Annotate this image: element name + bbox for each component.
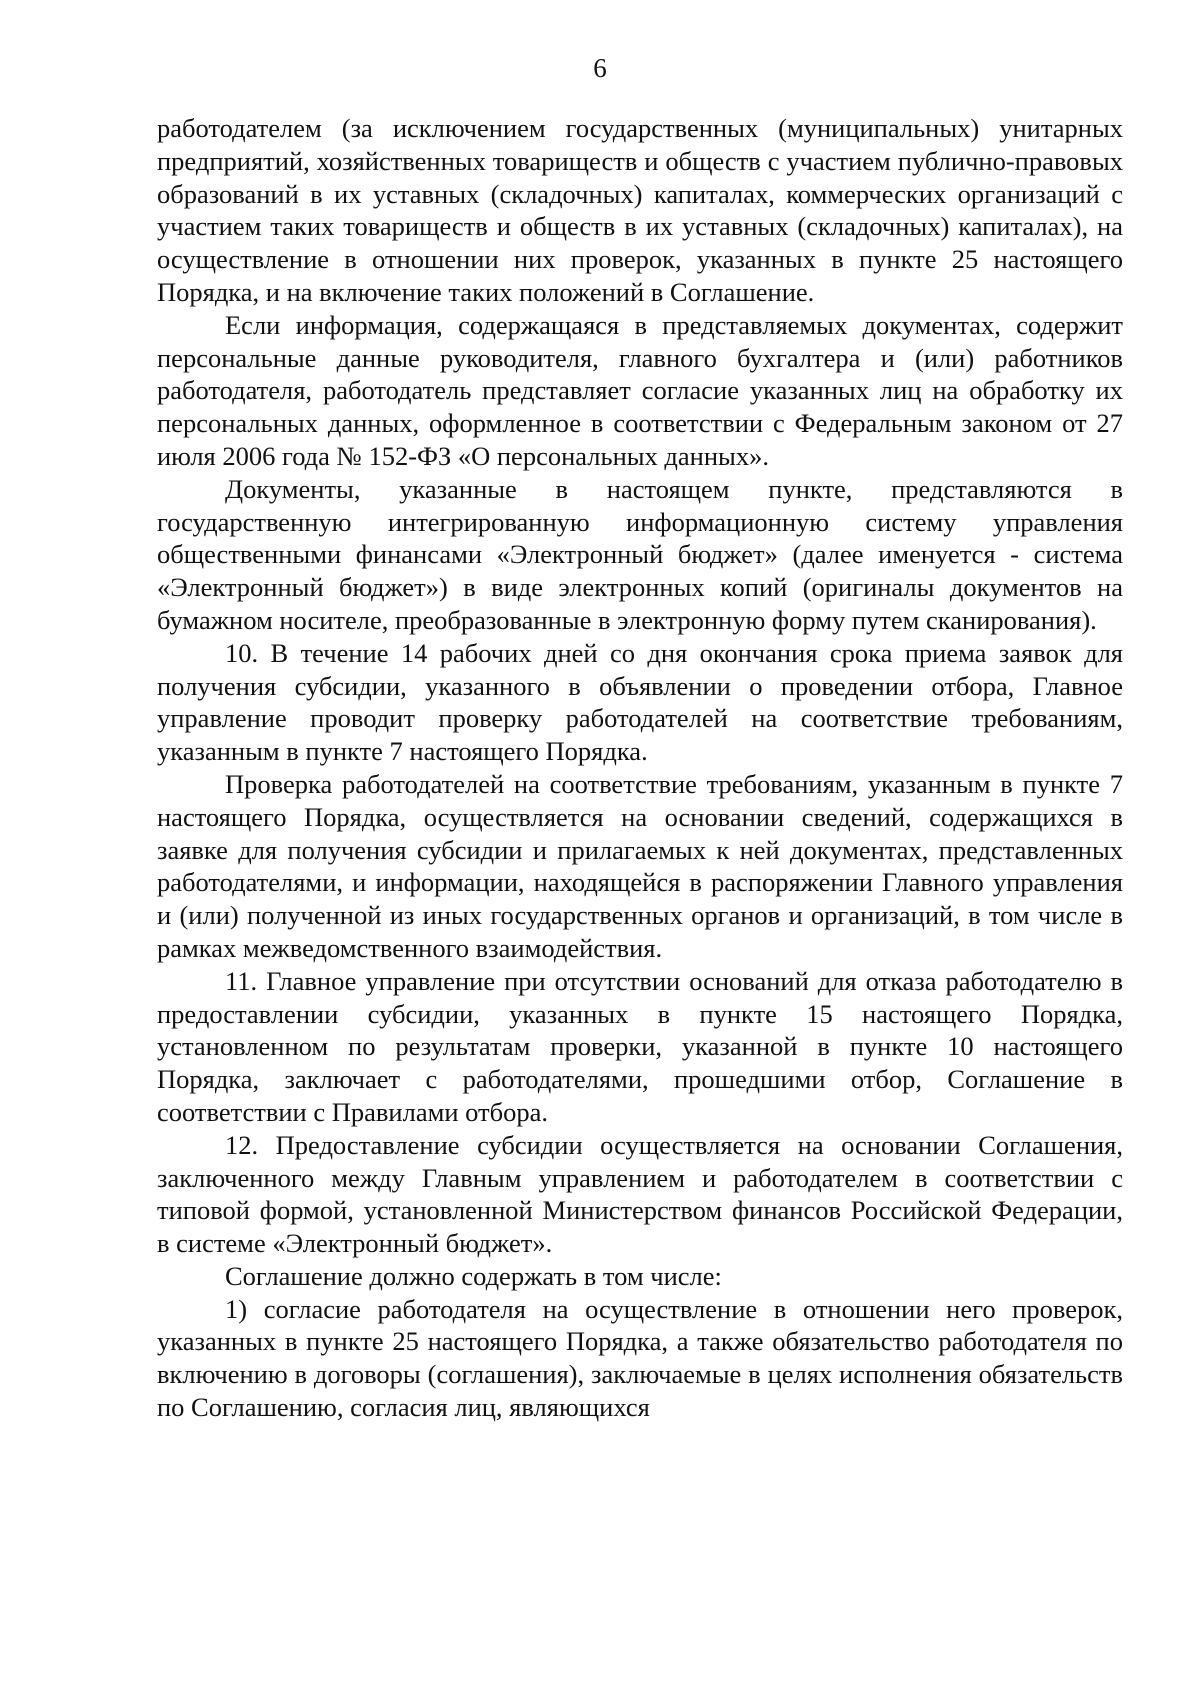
paragraph-subitem-1: 1) согласие работодателя на осуществление в отношении него проверок, указанных в пункте 25 настоящего Порядка, а также обязательство работодателя по включению в договоры (соглашения), заключаемые в целях исполнения обязательств по Соглашению, согласия лиц, являющихся: [157, 1293, 1123, 1423]
page-number: 6: [593, 53, 607, 83]
paragraph-item-12: 12. Предоставление субсидии осуществляется на основании Соглашения, заключенного между Главным управлением и работодателем в соответствии с типовой формой, установленной Министерством финансов Российской Федерации, в системе «Электронный бюджет».: [157, 1129, 1123, 1259]
paragraph-item-10: 10. В течение 14 рабочих дней со дня окончания срока приема заявок для получения субсидии, указанного в объявлении о проведении отбора, Главное управление проводит проверку работодателей на соответствие требованиям, указанным в пункте 7 настоящего Порядка.: [157, 637, 1123, 767]
paragraph-agreement-contents: Соглашение должно содержать в том числе:: [225, 1260, 722, 1291]
paragraph-documents-submission: Документы, указанные в настоящем пункте, представляются в государственную интегрированную информационную систему управления общественными финансами «Электронный бюджет» (далее именуется - система «Электронный бюджет») в виде электронных копий (оригиналы документов на бумажном носителе, преобразованные в электронную форму путем сканирования).: [157, 473, 1123, 635]
paragraph-personal-data-consent: Если информация, содержащаяся в представляемых документах, содержит персональные данные руководителя, главного бухгалтера и (или) работников работодателя, работодатель представляет согласие указанных лиц на обработку их персональных данных, оформленное в соответствии с Федеральным законом от 27 июля 2006 года № 152-ФЗ «О персональных данных».: [157, 309, 1123, 471]
paragraph-employer-check: Проверка работодателей на соответствие требованиям, указанным в пункте 7 настоящего Порядка, осуществляется на основании сведений, содержащихся в заявке для получения субсидии и прилагаемых к ней документах, представленных работодателями, и информации, находящейся в распоряжении Главного управления и (или) полученной из иных государственных органов и организаций, в том числе в рамках межведомственного взаимодействия.: [157, 768, 1123, 963]
paragraph-continuation: работодателем (за исключением государственных (муниципальных) унитарных предприятий, хозяйственных товариществ и обществ с участием публично-правовых образований в их уставных (складочных) капиталах, коммерческих организаций с участием таких товариществ и обществ в их уставных (складочных) капиталах), на осуществление в отношении них проверок, указанных в пункте 25 настоящего Порядка, и на включение таких положений в Соглашение.: [157, 113, 1123, 307]
document-body: [157, 112, 1123, 1424]
paragraph-item-11: 11. Главное управление при отсутствии оснований для отказа работодателю в предоставлении субсидии, указанных в пункте 15 настоящего Порядка, установленном по результатам проверки, указанной в пункте 10 настоящего Порядка, заключает с работодателями, прошедшими отбор, Соглашение в соответствии с Правилами отбора.: [157, 965, 1123, 1127]
